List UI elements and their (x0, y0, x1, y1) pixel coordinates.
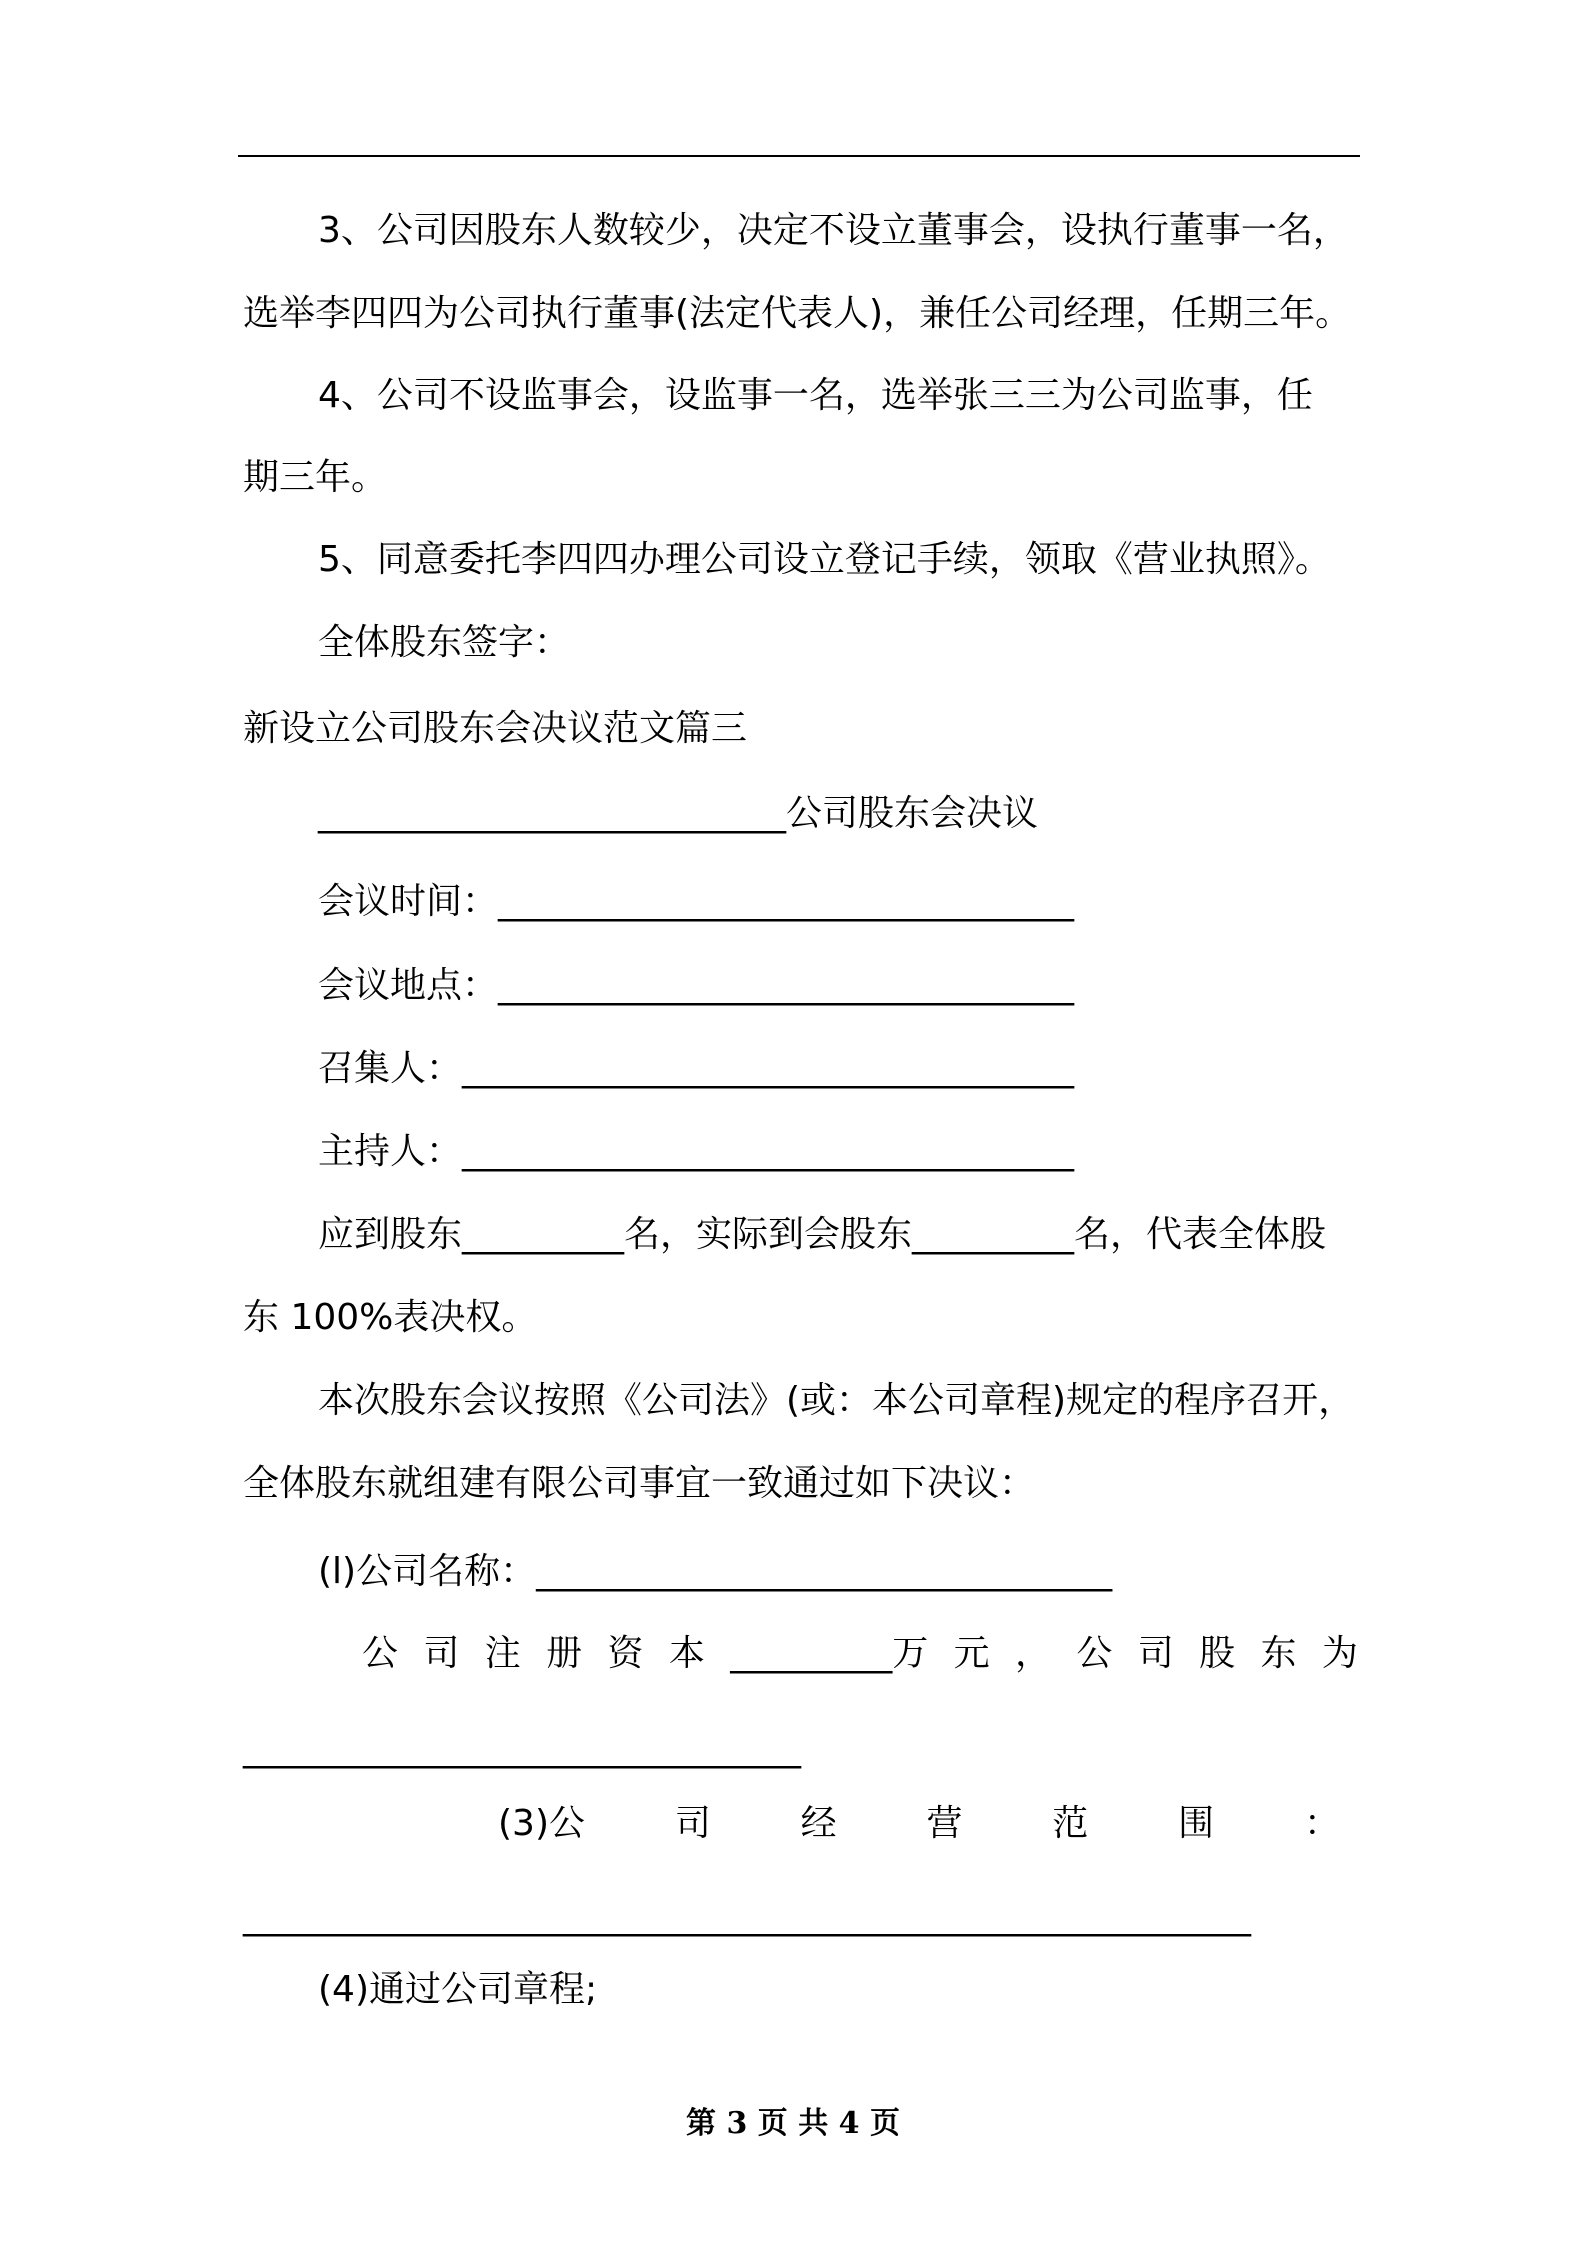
articles-resolution: (4)通过公司章程; (318, 1969, 598, 2010)
paragraph-item-5: 5、同意委托李四四办理公司设立登记手续，领取《营业执照》。 (318, 539, 1331, 580)
scope-char: 营 (926, 1803, 963, 1844)
capital-char: 股 (1199, 1633, 1236, 1674)
scope-char: 经 (800, 1803, 837, 1844)
capital-char: 为 (1321, 1633, 1358, 1674)
signature-label: 全体股东签字： (318, 622, 571, 663)
host-field: 主持人：__________________________________ (318, 1131, 1075, 1172)
procedure-paragraph: 本次股东会议按照《公司法》(或：本公司章程)规定的程序召开， (318, 1380, 1355, 1421)
attendance-line-cont: 东 100%表决权。 (243, 1297, 538, 1338)
meeting-time-field: 会议时间：________________________________ (318, 881, 1075, 922)
paragraph-item-3: 3、公司因股东人数较少，决定不设立董事会，设执行董事一名， (318, 210, 1349, 251)
paragraph-item-3-cont: 选举李四四为公司执行董事(法定代表人)，兼任公司经理，任期三年。 (243, 293, 1352, 334)
attendance-line: 应到股东_________名，实际到会股东_________名，代表全体股 (318, 1214, 1327, 1255)
business-scope-line (498, 1800, 1340, 1848)
section-heading: 新设立公司股东会决议范文篇三 (243, 708, 748, 749)
capital-char: 东 (1260, 1633, 1297, 1674)
procedure-paragraph-cont: 全体股东就组建有限公司事宜一致通过如下决议： (243, 1463, 1036, 1504)
paragraph-item-4: 4、公司不设监事会，设监事一名，选举张三三为公司监事，任 (318, 375, 1313, 416)
capital-char: 司 (423, 1633, 460, 1674)
capital-char: 资 (607, 1633, 644, 1674)
capital-char: 元 (953, 1633, 990, 1674)
capital-char: 公 (362, 1633, 399, 1674)
page-footer: 第 3 页 共 4 页 (686, 2106, 900, 2141)
capital-char: 司 (1137, 1633, 1174, 1674)
company-name-field: (l)公司名称：________________________________ (318, 1551, 1113, 1592)
shareholder-blank: _______________________________ (243, 1728, 801, 1769)
business-scope-blank: ________________________________________________________ (243, 1896, 1251, 1937)
capital-char: 公 (1076, 1633, 1113, 1674)
scope-char: 范 (1052, 1803, 1089, 1844)
scope-char: 司 (674, 1803, 711, 1844)
registered-capital-line (362, 1630, 1358, 1678)
capital-blank: _________万 (730, 1633, 929, 1674)
resolution-title: __________________________公司股东会决议 (318, 793, 1039, 834)
scope-char: 围 (1178, 1803, 1215, 1844)
capital-char: ， (1015, 1633, 1052, 1674)
meeting-place-field: 会议地点：________________________________ (318, 965, 1075, 1006)
capital-char: 本 (668, 1633, 705, 1674)
convener-field: 召集人：__________________________________ (318, 1048, 1075, 1089)
scope-char: ： (1303, 1803, 1340, 1844)
scope-char: (3)公 (498, 1803, 585, 1844)
header-rule (238, 155, 1360, 157)
paragraph-item-4-cont: 期三年。 (243, 457, 388, 498)
capital-char: 册 (546, 1633, 583, 1674)
capital-char: 注 (484, 1633, 521, 1674)
